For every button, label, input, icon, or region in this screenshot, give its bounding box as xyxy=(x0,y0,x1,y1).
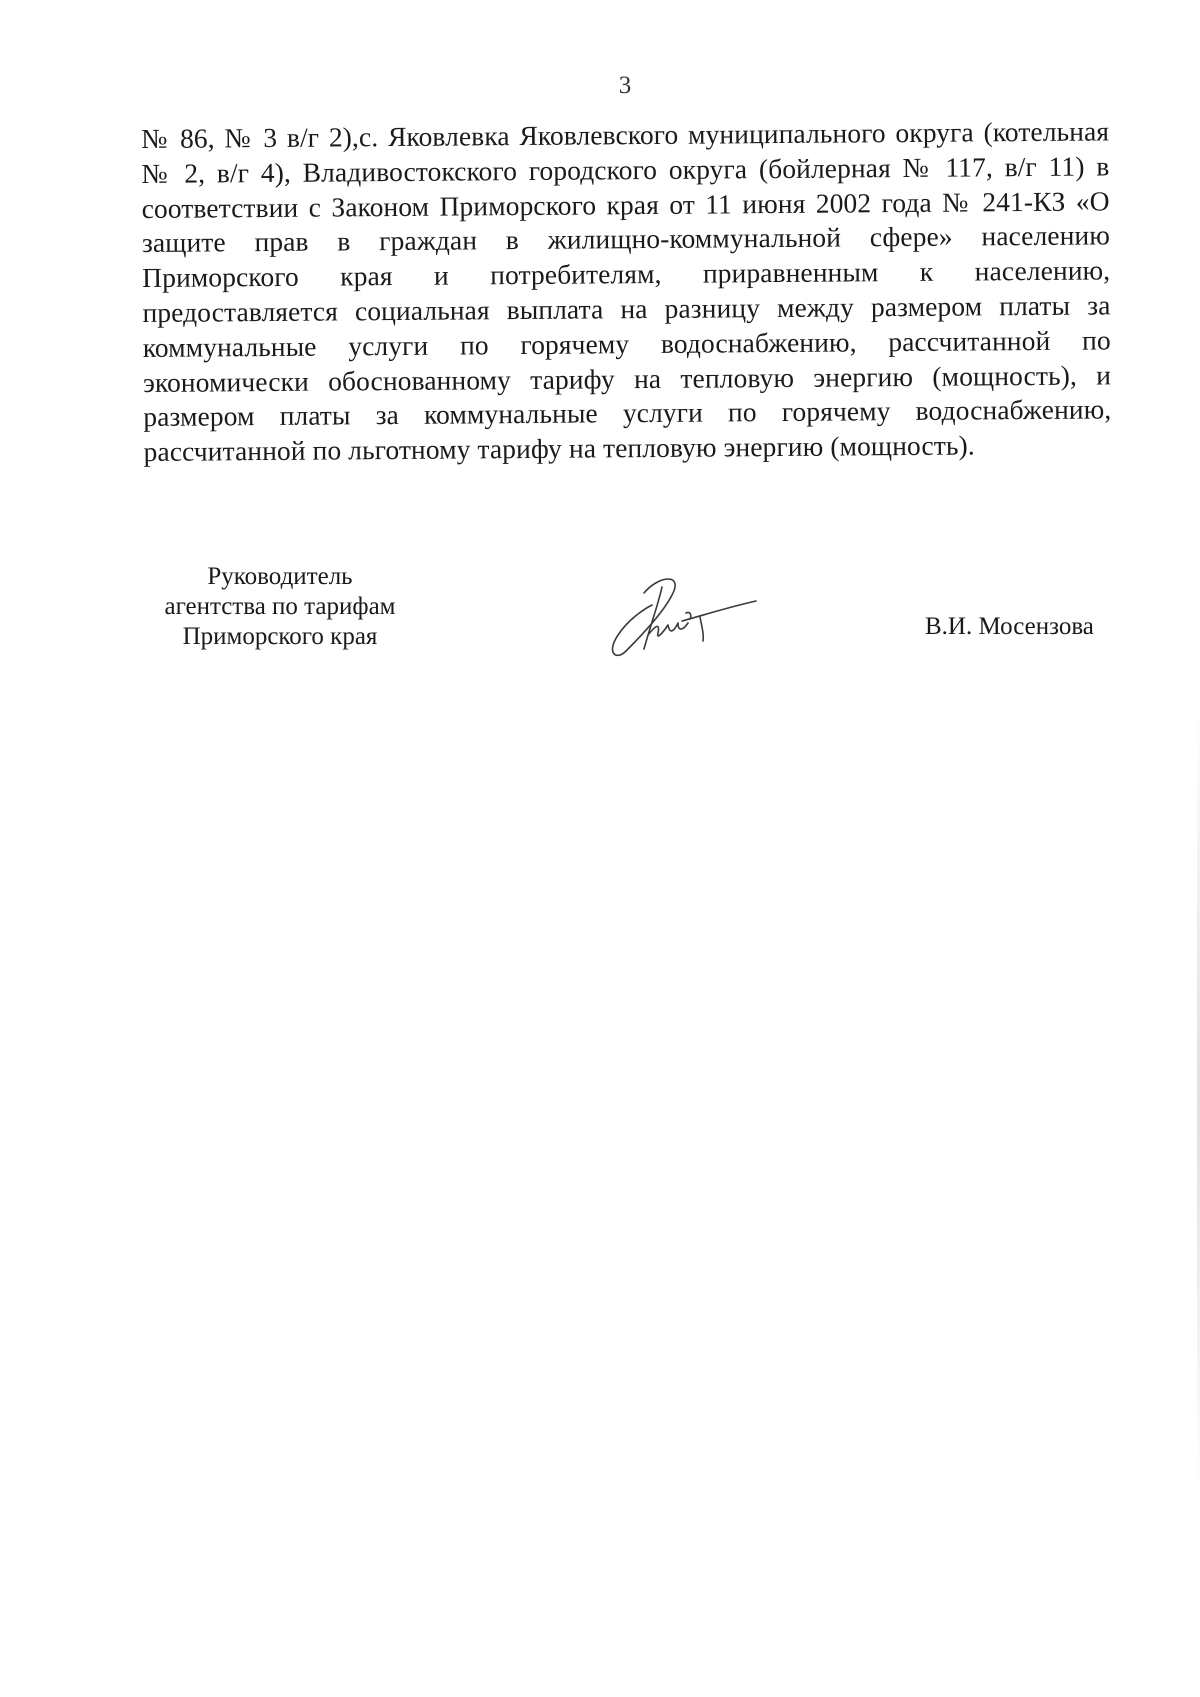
signer-name: В.И. Мосензова xyxy=(925,613,1094,640)
body-line: рассчитанной по льготному тарифу на тепловую энергию (мощность). xyxy=(143,429,975,468)
body-line: размером платы за коммунальные услуги по горячему водоснабжению, xyxy=(143,393,1112,433)
body-line: № 2, в/г 4), Владивостокского городского округа (бойлерная № 117, в/г 11) в xyxy=(141,150,1110,189)
body-line: № 86, № 3 в/г 2),с. Яковлевка Яковлевского муниципального округа (котельная xyxy=(141,115,1110,154)
body-line: коммунальные услуги по горячему водоснабжению, рассчитанной по xyxy=(142,324,1111,363)
signer-position xyxy=(130,562,430,652)
signer-position-line: агентства по тарифам xyxy=(164,593,396,620)
body-line: защите прав в граждан в жилищно-коммунальной сфере» населению xyxy=(141,219,1111,259)
body-line: экономически обоснованному тарифу на тепловую энергию (мощность), и xyxy=(142,358,1112,398)
body-line: предоставляется социальная выплата на разницу между размером платы за xyxy=(142,289,1111,328)
signer-position-line: Приморского края xyxy=(182,623,378,650)
signer-position-line: Руководитель xyxy=(207,563,353,590)
page-number: 3 xyxy=(618,72,632,99)
handwritten-signature-icon xyxy=(604,565,764,665)
body-paragraph xyxy=(141,114,1112,470)
body-line: соответствии с Законом Приморского края от 11 июня 2002 года № 241-КЗ «О xyxy=(141,184,1110,224)
body-line: Приморского края и потребителям, приравненным к населению, xyxy=(142,254,1111,294)
